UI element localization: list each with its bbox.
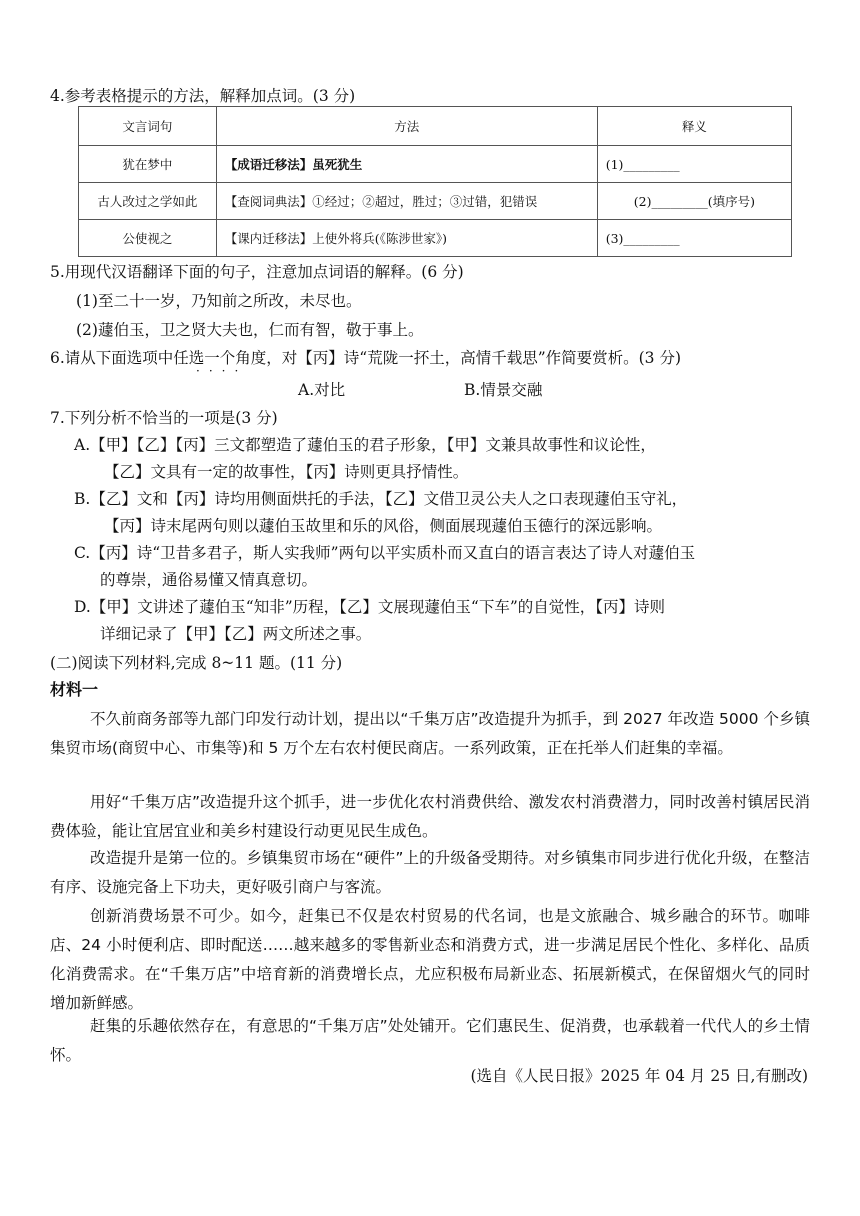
material-title: 材料一: [50, 680, 99, 699]
source-citation: (选自《人民日报》2025 年 04 月 25 日,有删改): [470, 1067, 808, 1085]
section-heading: (二)阅读下列材料,完成 8~11 题。(11 分): [50, 654, 343, 672]
table-row: [79, 220, 792, 257]
material-paragraph: 用好“千集万店”改造提升这个抓手，进一步优化农村消费供给、激发农村消费潜力，同时改善村镇居民消费体验，能让宜居宜业和美乡村建设行动更见民生成色。: [50, 793, 810, 840]
table-cell: 公使视之: [79, 220, 217, 257]
q4-table: [78, 106, 792, 257]
q4-stem: 4.参考表格提示的方法，解释加点词。(3 分): [50, 87, 356, 105]
table-header-row: [79, 107, 792, 146]
table-cell: 【成语迁移法】虽死犹生: [216, 146, 597, 183]
table-header-cell: 方法: [216, 107, 597, 146]
q7-stem: 7.下列分析不恰当的一项是(3 分): [50, 409, 278, 427]
table-cell: 【课内迁移法】上使外将兵(《陈涉世家》): [216, 220, 597, 257]
emphasis-dots: ·​·​·​·: [196, 364, 248, 378]
q7-option-d: D.【甲】文讲述了蘧伯玉“知非”历程，【乙】文展现蘧伯玉“下车”的自觉性，【丙】诗则: [74, 598, 666, 616]
q7-option-a-cont: 【乙】文具有一定的故事性，【丙】诗则更具抒情性。: [104, 463, 469, 481]
answer-blank-cell[interactable]: (1)_________: [597, 146, 791, 183]
table-cell: 犹在梦中: [79, 146, 217, 183]
answer-blank-cell[interactable]: (3)_________: [597, 220, 791, 257]
q7-option-a: A.【甲】【乙】【丙】三文都塑造了蘧伯玉的君子形象，【甲】文兼具故事性和议论性，: [74, 436, 656, 454]
table-cell: 【查阅词典法】①经过；②超过，胜过；③过错，犯错误: [216, 183, 597, 220]
q7-option-b: B.【乙】文和【丙】诗均用侧面烘托的手法，【乙】文借卫灵公夫人之口表现蘧伯玉守礼，: [74, 490, 688, 508]
table-header-cell: 文言词句: [79, 107, 217, 146]
material-paragraph: 改造提升是第一位的。乡镇集贸市场在“硬件”上的升级备受期待。对乡镇集市同步进行优化升级，在整洁有序、设施完备上下功夫，更好吸引商户与客流。: [50, 849, 810, 896]
q5-sentence-1: (1)至二十一岁，乃知前之所改，未尽也。: [76, 292, 362, 310]
q5-stem: 5.用现代汉语翻译下面的句子，注意加点词语的解释。(6 分): [50, 263, 464, 281]
q6-option-b: B.情景交融: [464, 381, 543, 399]
q7-option-d-cont: 详细记录了【甲】【乙】两文所述之事。: [100, 625, 372, 643]
q7-option-b-cont: 【丙】诗末尾两句则以蘧伯玉故里和乐的风俗，侧面展现蘧伯玉德行的深远影响。: [104, 517, 663, 535]
table-row: [79, 183, 792, 220]
table-cell: 古人改过之学如此: [79, 183, 217, 220]
answer-blank-cell[interactable]: (2)_________(填序号): [597, 183, 791, 220]
material-paragraph: 不久前商务部等九部门印发行动计划，提出以“千集万店”改造提升为抓手，到 2027 年改造 5000 个乡镇集贸市场(商贸中心、市集等)和 5 万个左右农村便民商店。一系列政策，正在托举人们赶集的幸福。: [50, 710, 810, 757]
material-paragraph: 创新消费场景不可少。如今，赶集已不仅是农村贸易的代名词，也是文旅融合、城乡融合的环节。咖啡店、24 小时便利店、即时配送……越来越多的零售新业态和消费方式，进一步满足居民个性化、多样化、品质化消费需求。在“千集万店”中培育新的消费增长点，尤应积极布局新业态、拓展新模式，在保留烟火气的同时增加新鲜感。: [50, 907, 810, 1012]
table-header-cell: 释义: [597, 107, 791, 146]
q6-stem: 6.请从下面选项中任选一个角度，对【丙】诗“荒陇一抔土，高情千载思”作简要赏析。(3 分): [50, 349, 682, 367]
material-paragraph: 赶集的乐趣依然存在，有意思的“千集万店”处处铺开。它们惠民生、促消费，也承载着一代代人的乡土情怀。: [50, 1017, 810, 1064]
q7-option-c: C.【丙】诗“卫昔多君子，斯人实我师”两句以平实质朴而又直白的语言表达了诗人对蘧伯玉: [74, 544, 696, 562]
q7-option-c-cont: 的尊崇，通俗易懂又情真意切。: [100, 571, 318, 589]
q5-sentence-2: (2)蘧伯玉，卫之贤大夫也，仁而有智，敬于事上。: [76, 321, 424, 339]
q6-option-a: A.对比: [298, 381, 346, 399]
table-row: [79, 146, 792, 183]
